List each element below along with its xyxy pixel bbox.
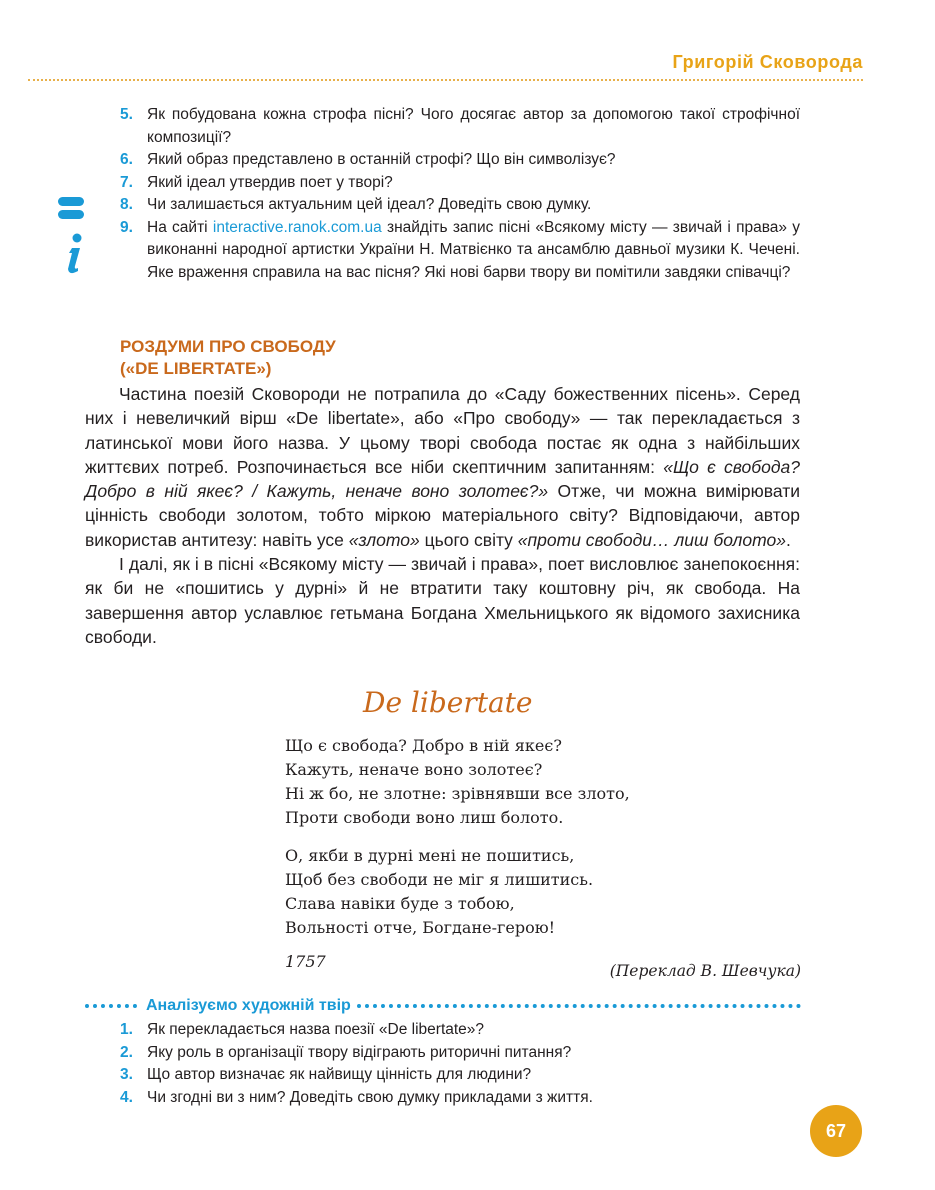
question-number: 2. bbox=[120, 1043, 133, 1061]
poem-title: De libertate bbox=[363, 686, 533, 719]
poem-stanza-1 bbox=[285, 734, 805, 830]
page-number-badge: 67 bbox=[810, 1105, 862, 1157]
quote-italic: «злото» bbox=[348, 529, 420, 550]
paragraph-2: І далі, як і в пісні «Всякому місту — звичай і права», поет висловлює занепокоєння: як би не «пошитись у дурні» й не втратити таку коштовну річ, як свобода. На завершення автор уславлює гетьмана Богдана Хмельницького як відомого захисника свободи. bbox=[85, 554, 800, 647]
section-heading-line2: («DE LIBERTATE») bbox=[120, 359, 272, 378]
question-number: 5. bbox=[120, 106, 133, 123]
question-item bbox=[120, 149, 800, 172]
question-text: Чи залишається актуальним цей ідеал? Доведіть свою думку. bbox=[147, 196, 592, 213]
running-header-title: Григорій Сковорода bbox=[672, 52, 863, 72]
paragraph-text: цього світу bbox=[419, 529, 518, 550]
question-item bbox=[120, 217, 800, 285]
dotted-rule-right bbox=[357, 1004, 801, 1008]
poem-line: Щоб без свободи не міг я лишитись. bbox=[285, 870, 594, 889]
question-item bbox=[120, 1042, 800, 1065]
section-heading bbox=[120, 336, 520, 380]
question-item bbox=[120, 104, 800, 149]
question-item bbox=[120, 194, 800, 217]
question-text: Який образ представлено в останній строфі? Що він символізує? bbox=[147, 151, 616, 168]
question-number: 3. bbox=[120, 1066, 133, 1083]
quote-italic: «Що є свобода? Добро в ній якеє? / Кажуть, неначе воно золотеє?» bbox=[85, 456, 800, 502]
website-link[interactable]: interactive.ranok.com.ua bbox=[212, 218, 382, 236]
question-number: 7. bbox=[120, 173, 133, 191]
analysis-questions-list bbox=[120, 1019, 800, 1109]
question-number: 4. bbox=[120, 1088, 133, 1106]
poem-line: Що є свобода? Добро в ній якеє? bbox=[285, 736, 562, 755]
poem-line: О, якби в дурні мені не пошитись, bbox=[285, 846, 575, 865]
analysis-heading-bar bbox=[85, 996, 801, 1016]
poem-line: Проти свободи воно лиш болото. bbox=[285, 808, 564, 827]
header-dotted-rule bbox=[28, 79, 863, 81]
question-number: 8. bbox=[120, 196, 133, 213]
poem-stanza-2 bbox=[285, 844, 805, 940]
poem-line: Слава навіки буде з тобою, bbox=[285, 894, 515, 913]
question-number: 9. bbox=[120, 218, 133, 236]
questions-top-list bbox=[120, 104, 800, 284]
section-heading-line1: РОЗДУМИ ПРО СВОБОДУ bbox=[120, 337, 336, 356]
poem-line: Ні ж бо, не злотне: зрівнявши все злото, bbox=[285, 784, 630, 803]
question-item bbox=[120, 1019, 800, 1042]
paragraph-text: Отже, чи можна вимірювати цінність свободи золотом, тобто міркою матеріального світу? Відповідаючи, автор використав антитезу: навіть усе bbox=[85, 481, 800, 550]
poem-body bbox=[285, 734, 805, 954]
question-text: Який ідеал утвердив поет у творі? bbox=[147, 173, 393, 191]
question-text: Як побудована кожна строфа пісні? Чого досягає автор за допомогою такої строфічної композиції? bbox=[147, 106, 800, 146]
question-number: 1. bbox=[120, 1021, 133, 1038]
question-text-after: знайдіть запис пісні «Всякому місту — звичай і права» у виконанні народної артистки України Н. Матвієнко та ансамблю давньої музики К. Чечені. Яке враження справила на вас пісня? Які нові барви твору ви помітили завдяки співачці? bbox=[147, 218, 800, 281]
analysis-heading: Аналізуємо художній твір bbox=[146, 997, 351, 1014]
question-number: 6. bbox=[120, 151, 133, 168]
question-item bbox=[120, 172, 800, 195]
quote-italic: «проти свободи… лиш болото» bbox=[517, 529, 787, 550]
section-body bbox=[85, 382, 800, 649]
paragraph-text: Частина поезій Сковороди не потрапила до «Саду божественних пісень». Серед них і невеличкий вірш «De libertate», або «Про свободу» — так перекладається з латинської мови його назва. У цьому творі свобода постає як одна з найбільших життєвих потреб. Розпочинається все ніби скептичним запитанням: bbox=[85, 384, 800, 477]
question-text-before: На сайті bbox=[147, 218, 213, 236]
poem-year: 1757 bbox=[285, 952, 326, 971]
question-item bbox=[120, 1064, 800, 1087]
dotted-rule-left bbox=[85, 1004, 137, 1008]
question-text: Як перекладається назва поезії «De libertate»? bbox=[147, 1021, 485, 1038]
question-text: Що автор визначає як найвищу цінність для людини? bbox=[147, 1066, 532, 1083]
paragraph-1 bbox=[85, 382, 800, 552]
question-text: Чи згодні ви з ним? Доведіть свою думку прикладами з життя. bbox=[147, 1088, 593, 1106]
info-icon bbox=[56, 196, 88, 276]
paragraph-text: . bbox=[786, 529, 791, 550]
poem-line: Кажуть, неначе воно золотеє? bbox=[285, 760, 543, 779]
question-item bbox=[120, 1087, 800, 1110]
translator-credit: (Переклад В. Шевчука) bbox=[609, 962, 801, 980]
poem-line: Вольності отче, Богдане-герою! bbox=[285, 918, 556, 937]
question-text: Яку роль в організації твору відіграють риторичні питання? bbox=[147, 1043, 572, 1061]
